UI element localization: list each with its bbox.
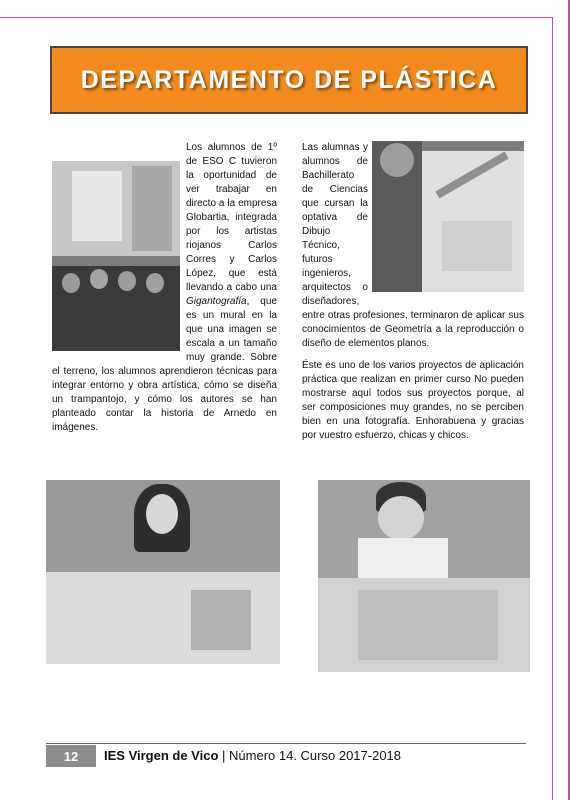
footer-divider	[46, 743, 526, 744]
left-paragraph-italic: Gigantografía	[186, 296, 247, 307]
page-number: 12	[46, 745, 96, 767]
drawing-student-photo	[372, 141, 524, 292]
right-paragraph-1: Las alumnas y alumnos de Bachillerato de Ciencias que cursan la optativa de Dibujo Técnico, futuros ingenieros, arquitectos o diseñadores, entre otras profesiones, terminaron de aplicar sus conocimientos de Geometría a la reproducción o diseño de elementos planos.	[302, 142, 524, 349]
left-paragraph-text-2: , que es un mural en la que una imagen se escala a un tamaño muy grande. Sobre el terreno, los alumnos aprendieron técnicas para integrar entorno y obra artística, cómo se diseña un trampantojo, y cómo los autores se han planteado contar la historia de Arnedo en imágenes.	[52, 296, 277, 433]
left-column	[52, 141, 277, 443]
frame-top-line	[0, 17, 552, 18]
girl-drawing-photo	[46, 480, 280, 664]
footer-separator: |	[218, 748, 230, 763]
page-title: DEPARTAMENTO DE PLÁSTICA	[80, 65, 498, 94]
left-paragraph-text: Los alumnos de 1º de ESO C tuvieron la oportunidad de ver trabajar en directo a la empresa Globartia, integrada por los artistas riojanos Carlos Corres y Carlos López, que está llevando a cabo una	[186, 142, 277, 293]
footer-school: IES Virgen de Vico	[104, 748, 219, 763]
mural-students-photo	[52, 161, 180, 351]
right-paragraph-2: Éste es uno de los varios proyectos de aplicación práctica que realizan en primer curso No pueden mostrarse aquí todos sus proyectos porque, al ser composiciones muy grandes, no se perciben bien en una fotografía. Enhorabuena y gracias por vuestro esfuerzo, chicas y chicos.	[302, 360, 524, 441]
frame-side-line	[552, 17, 553, 800]
footer-issue: Número 14. Curso 2017-2018	[229, 748, 402, 763]
right-column	[302, 141, 524, 451]
boy-drawing-photo	[318, 480, 530, 672]
title-banner	[50, 46, 528, 114]
footer-publication	[104, 748, 401, 763]
